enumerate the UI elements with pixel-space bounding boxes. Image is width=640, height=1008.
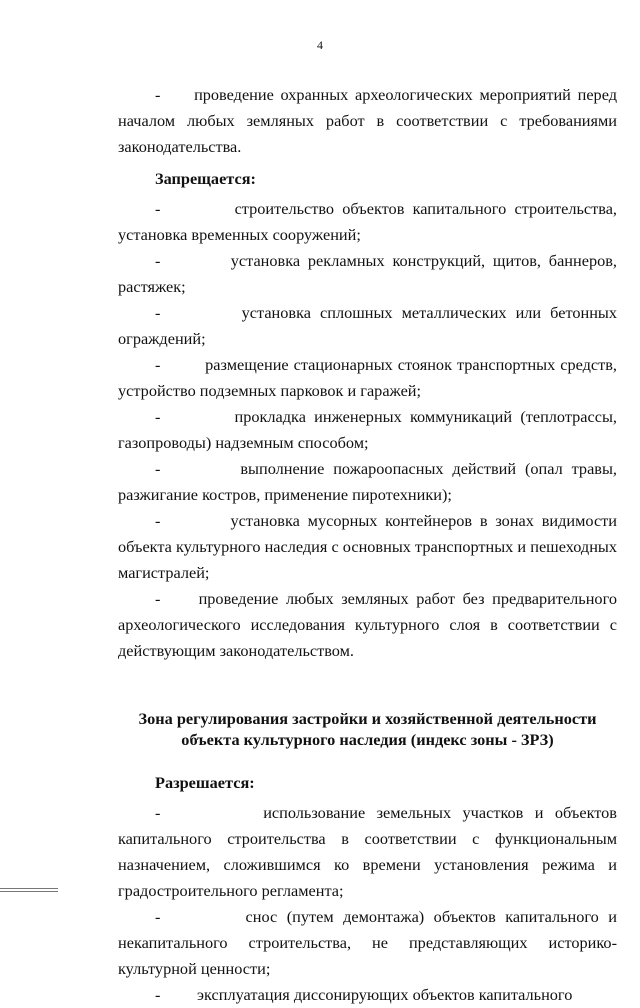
list-item: - выполнение пожароопасных действий (опал травы, разжигание костров, применение пиротехники); xyxy=(118,459,622,504)
allowed-heading: Разрешается: xyxy=(155,773,255,792)
footer-rule xyxy=(0,888,58,892)
list-item: - размещение стационарных стоянок транспортных средств, устройство подземных парковок и гаражей; xyxy=(118,355,622,400)
list-item: - прокладка инженерных коммуникаций (теплотрассы, газопроводы) надземным способом; xyxy=(118,407,622,452)
page-number: 4 xyxy=(317,38,323,52)
list-item: - установка рекламных конструкций, щитов, баннеров, растяжек; xyxy=(118,251,622,296)
zone-section-title xyxy=(118,708,617,750)
zone-title-line-2: объекта культурного наследия (индекс зоны - ЗРЗ) xyxy=(181,730,554,749)
list-item: - эксплуатация диссонирующих объектов капитального xyxy=(155,985,573,1004)
list-item: - проведение любых земляных работ без предварительного археологического исследования культурного слоя в соответствии с действующим законодательством. xyxy=(118,589,622,660)
list-item: - проведение охранных археологических мероприятий перед началом любых земляных работ в соответствии с требованиями законодательства. xyxy=(118,85,622,156)
list-item: - использование земельных участков и объектов капитального строительства в соответствии с функциональным назначением, сложившимся ко времени установления режима и градостроительного регламента; xyxy=(118,803,622,900)
document-body xyxy=(118,82,622,1008)
list-item: - установка мусорных контейнеров в зонах видимости объекта культурного наследия с основных транспортных и пешеходных магистралей; xyxy=(118,511,622,582)
list-item: - установка сплошных металлических или бетонных ограждений; xyxy=(118,303,622,348)
list-item: - снос (путем демонтажа) объектов капитального и некапитального строительства, не представляющих историко-культурной ценности; xyxy=(118,907,622,978)
prohibited-heading: Запрещается: xyxy=(155,169,256,188)
zone-title-line-1: Зона регулирования застройки и хозяйственной деятельности xyxy=(138,709,597,728)
list-item: - строительство объектов капитального строительства, установка временных сооружений; xyxy=(118,199,622,244)
